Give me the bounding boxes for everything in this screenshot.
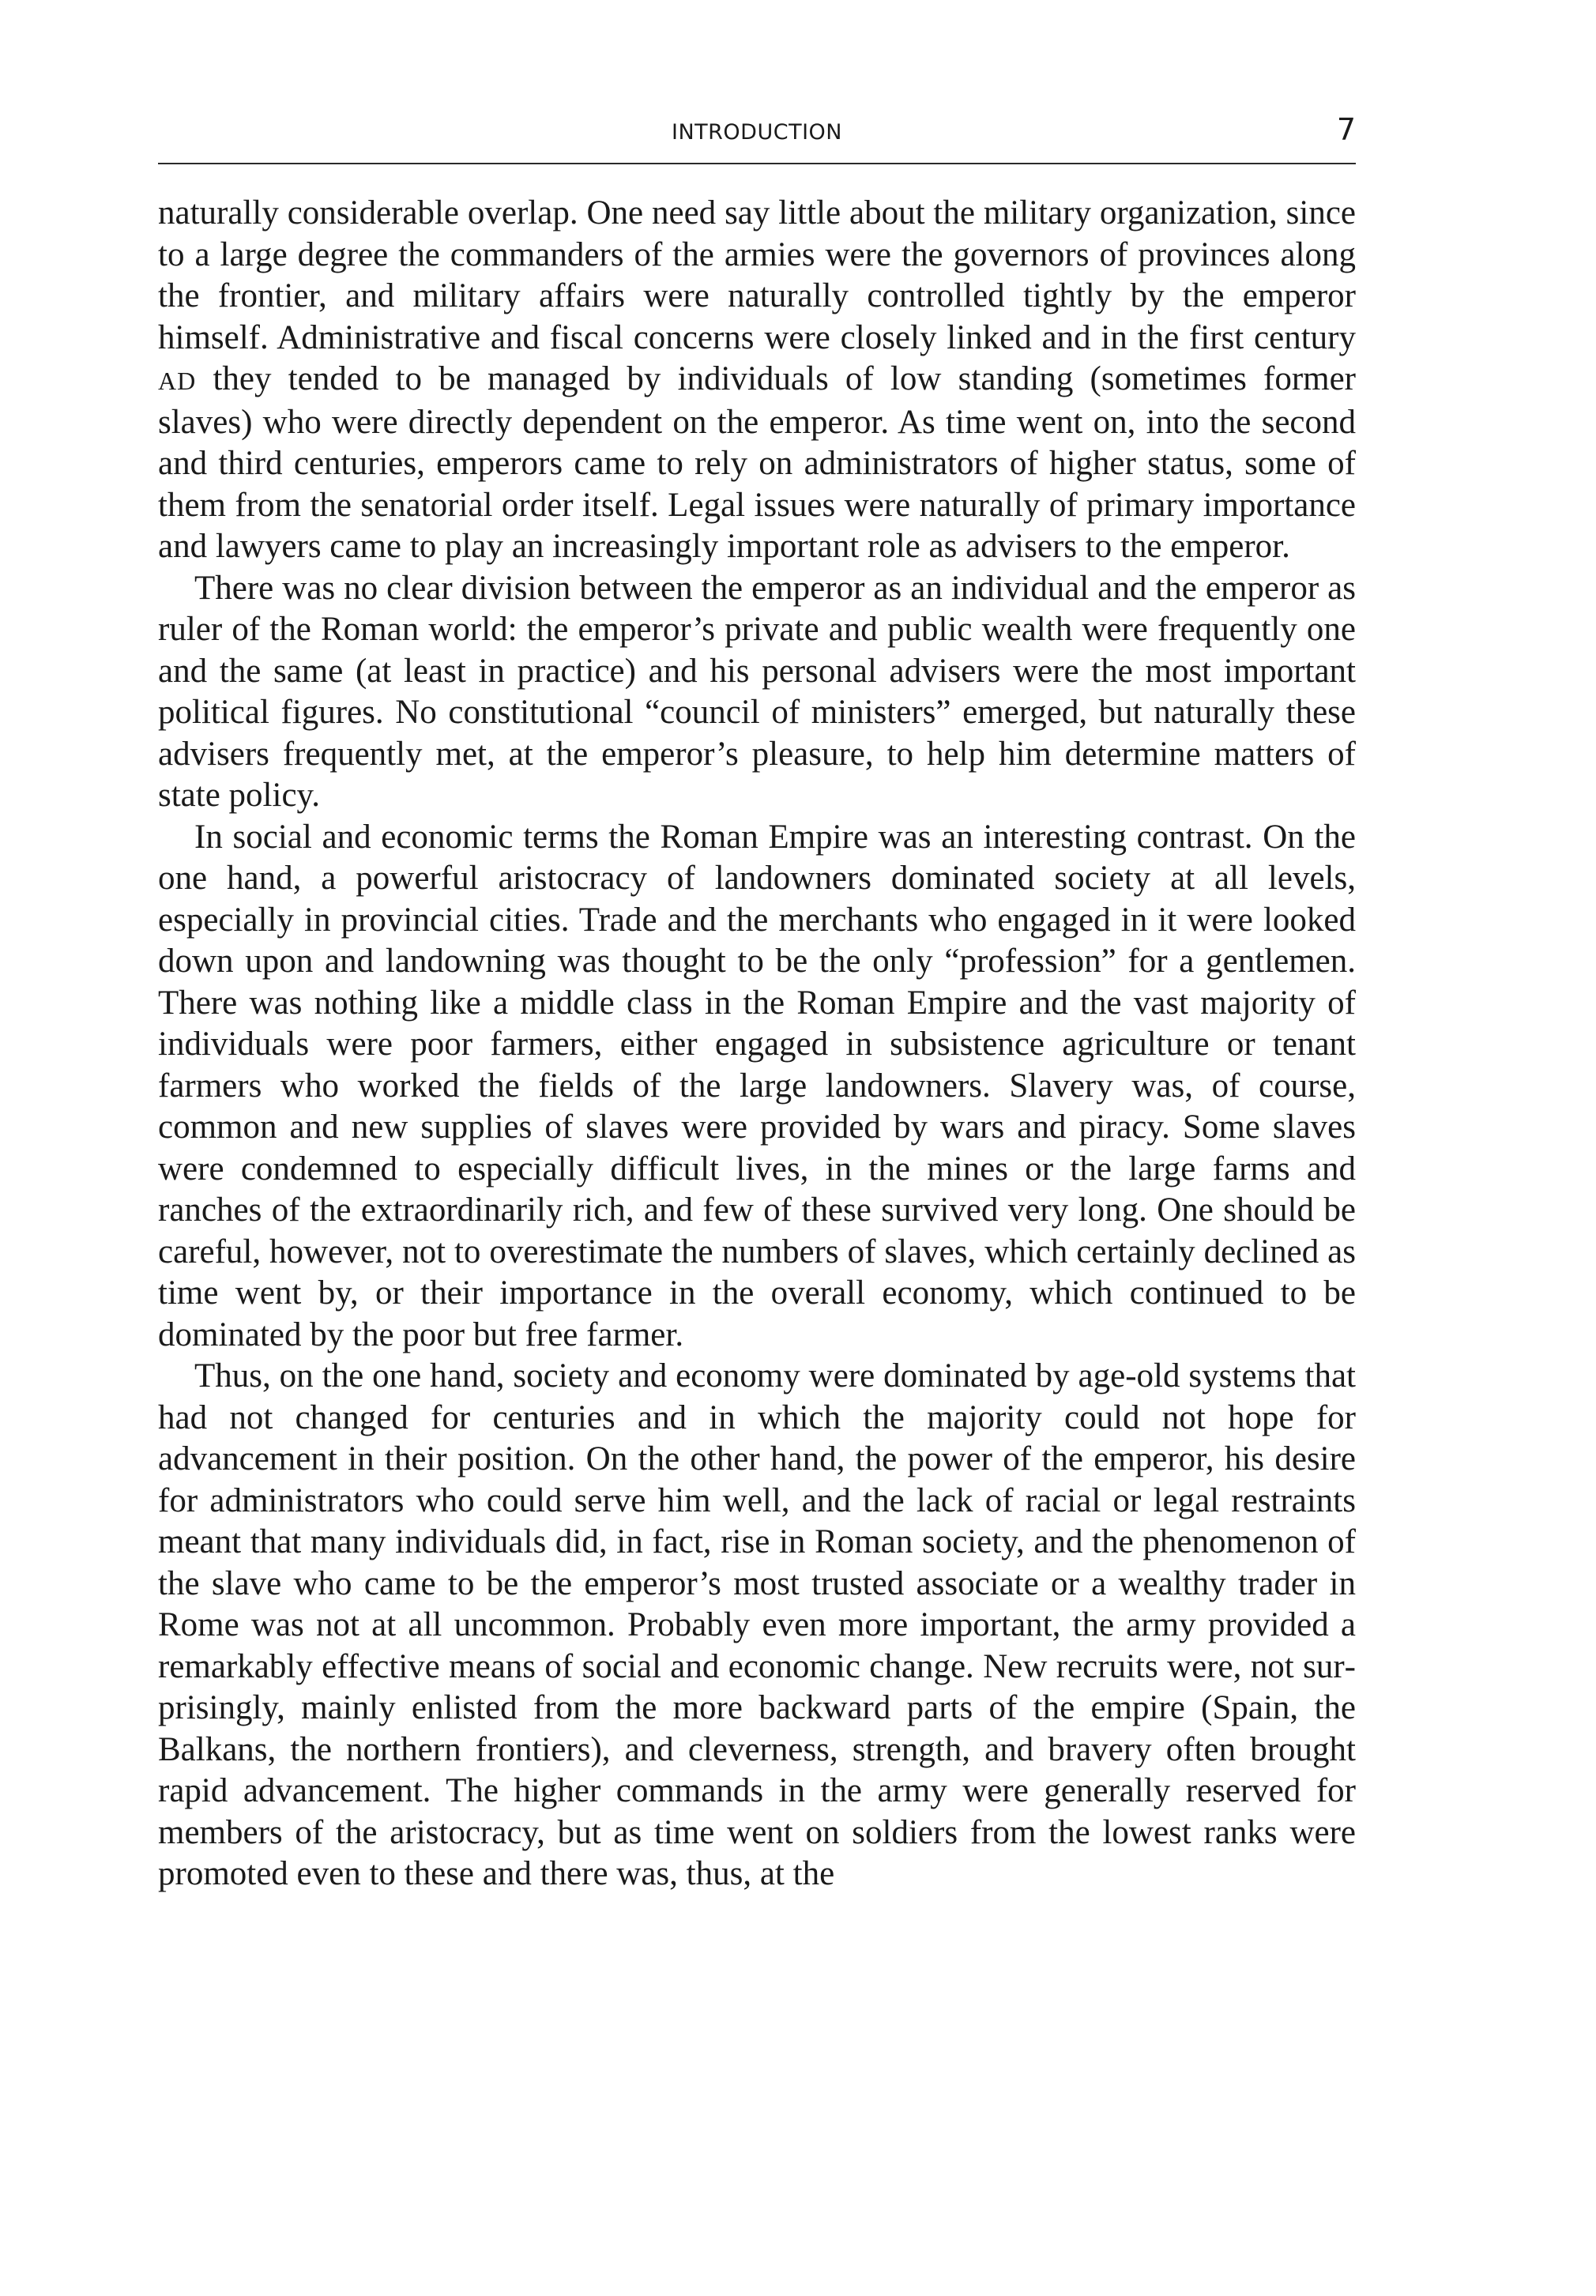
paragraph-3: In social and economic terms the Roman Empire was an interesting contrast. On the one hand, a powerful aristocracy of landowners dominated society at all levels, especially in provincial cities. Trade and the merchants who engaged in it were looked down upon and landowning was thought to be the only “profession” for a gentlemen. There was nothing like a middle class in the Roman Empire and the vast majority of individuals were poor farmers, either engaged in subsistence agriculture or tenant farmers who worked the fields of the large landowners. Slavery was, of course, common and new supplies of slaves were provided by wars and piracy. Some slaves were condemned to especially difficult lives, in the mines or the large farms and ranches of the extraordinarily rich, and few of these survived very long. One should be careful, however, not to overestimate the numbers of slaves, which certainly declined as time went by, or their importance in the overall economy, which continued to be dominated by the poor but free farmer. <box>158 818 1356 1353</box>
paragraph-1-text-a: naturally considerable overlap. One need say little about the military organization, since to a large degree the commanders of the armies were the governors of provinces along the frontier, and military affairs were naturally controlled tightly by the emperor himself. Administrative and fiscal concerns were closely linked and in the first century <box>158 194 1356 356</box>
body-text <box>158 193 1356 1895</box>
paragraph-1-text-b: they tended to be managed by individuals of low standing (sometimes former slaves) who were directly dependent on the emperor. As time went on, into the second and third centuries, emperors came to rely on administrators of higher status, some of them from the senatorial order itself. Legal issues were naturally of primary importance and lawyers came to play an increasingly important role as advisers to the emperor. <box>158 360 1357 565</box>
running-head: INTRODUCTION <box>672 120 842 145</box>
page-number: 7 <box>1336 112 1356 147</box>
paragraph-4: Thus, on the one hand, society and economy were dominated by age-old systems that had not changed for centuries and in which the majority could not hope for advancement in their position. On the other hand, the power of the emperor, his desire for administrators who could serve him well, and the lack of racial or legal restraints meant that many individuals did, in fact, rise in Roman society, and the phenomenon of the slave who came to be the emperor’s most trusted associate or a wealthy trader in Rome was not at all uncommon. Probably even more important, the army provided a remarkably effective means of social and economic change. New recruits were, not surprisingly, mainly enlisted from the more backward parts of the empire (Spain, the Balkans, the northern frontiers), and cleverness, strength, and bravery often brought rapid advancement. The higher commands in the army were generally reserved for members of the aristocracy, but as time went on soldiers from the lowest ranks were promoted even to these and there was, thus, at the <box>158 1357 1356 1892</box>
paragraph-2: There was no clear division between the emperor as an individual and the emperor as ruler of the Roman world: the emperor’s private and public wealth were frequently one and the same (at least in practice) and his personal advisers were the most important political figures. No constitutional “council of ministers” emerged, but naturally these advisers frequently met, at the emperor’s pleasure, to help him determine matters of state policy. <box>158 569 1356 814</box>
paragraph-1 <box>158 193 1356 568</box>
page-header <box>158 112 1356 164</box>
era-abbreviation: AD <box>158 367 197 395</box>
